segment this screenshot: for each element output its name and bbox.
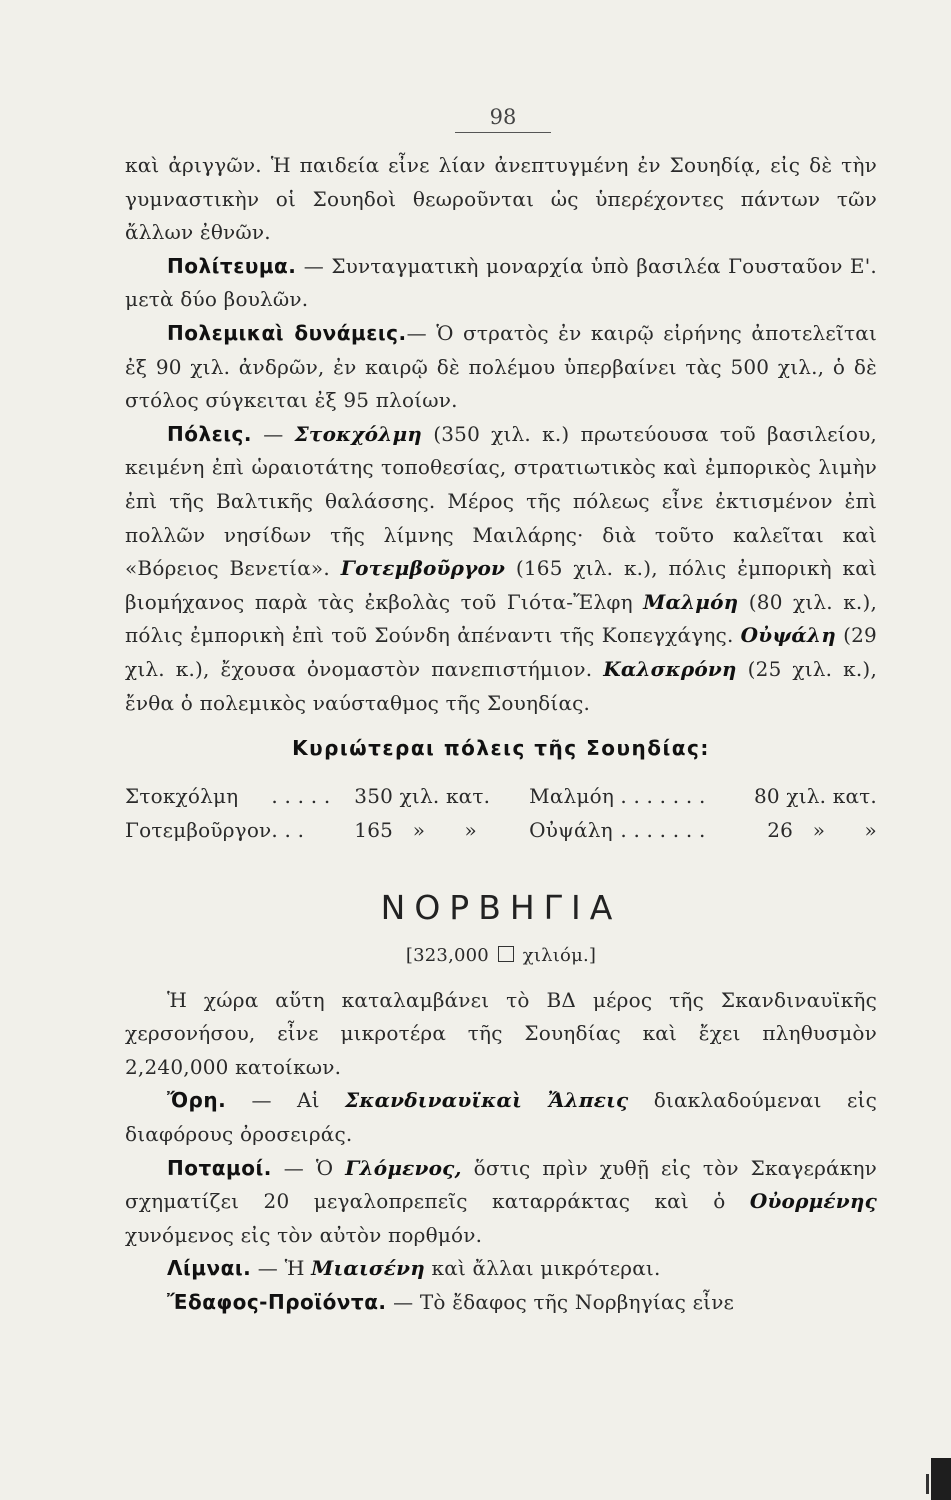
city-malmo: Μαλμόη	[643, 589, 739, 614]
intro-paragraph: καὶ ἀριγγῶν. Ἡ παιδεία εἶνε λίαν ἀνεπτυγμένη ἐν Σουηδίᾳ, εἰς δὲ τὴν γυμναστικὴν οἱ Σουηδοὶ θεωροῦνται ὡς ὑπερέχοντες πάντων τῶν ἄλλων ἐθνῶν.	[125, 153, 877, 245]
soil-text: — Τὸ ἔδαφος τῆς Νορβηγίας εἶνε	[386, 1290, 735, 1315]
city-karlskrona: Καλσκρόνη	[603, 656, 737, 681]
cell-name: Οὐψάλη	[529, 817, 613, 842]
cities-paragraph	[125, 418, 877, 720]
area-unit: χιλιόμ.]	[522, 944, 597, 966]
cell-name: Μαλμόη	[529, 783, 615, 808]
mountains-name: Σκανδιναυϊκαὶ Ἄλπεις	[345, 1088, 629, 1113]
cities-text-6: (25 χιλ. κ.), ἔνθα ὁ πολεμικὸς ναύσταθμος τῆς Σουηδίας.	[125, 656, 877, 715]
military-paragraph	[125, 317, 877, 418]
cities-text-3: (165 χιλ. κ.), πόλις ἐμπορικὴ καὶ βιομήχανος παρὰ τὰς ἐκβολὰς τοῦ Γιότα-Ἔλφη	[125, 556, 877, 614]
square-unit-icon	[498, 946, 514, 962]
cities-text-1: —	[252, 421, 295, 446]
norway-intro-paragraph: Ἡ χώρα αὕτη καταλαμβάνει τὸ ΒΔ μέρος τῆς Σκανδιναυϊκῆς χερσονήσου, εἶνε μικροτέρα τῆς Σουηδίας καὶ ἔχει πληθυσμὸν 2,240,000 κατοίκων.	[125, 987, 877, 1079]
river-vorma: Οὐορμένης	[749, 1189, 877, 1214]
rivers-text-3: χυνόμενος εἰς τὸν αὐτὸν πορθμόν.	[125, 1222, 483, 1247]
table-row	[125, 780, 877, 814]
main-cities-heading: Κυριώτεραι πόλεις τῆς Σουηδίας:	[292, 736, 710, 761]
cell-dots: . . .	[271, 817, 305, 842]
cell-dots: . . . . .	[271, 783, 331, 808]
norway-title: ΝΟΡΒΗΓΙΑ	[380, 887, 622, 927]
river-glomma: Γλόμενος,	[345, 1155, 462, 1180]
military-text: — Ὁ στρατὸς ἐν καιρῷ εἰρήνης ἀποτελεῖται ἐξ 90 χιλ. ἀνδρῶν, ἐν καιρῷ δὲ πολέμου ὑπερβαίνει τὰς 500 χιλ., ὁ δὲ στόλος σύγκειται ἐξ 95 πλοίων.	[125, 320, 877, 413]
cell-dots: . . . . . . .	[620, 783, 706, 808]
city-uppsala: Οὐψάλη	[740, 623, 836, 648]
norway-area	[125, 942, 877, 970]
lake-mjosa: Μιαισένη	[311, 1256, 425, 1281]
lakes-heading: Λίμναι.	[167, 1256, 252, 1281]
cell-value: 350 χιλ. κατ.	[354, 783, 491, 808]
rivers-heading: Ποταμοί.	[167, 1155, 272, 1180]
page-number: 98	[455, 104, 551, 133]
politeuma-paragraph	[125, 250, 877, 317]
page-edge-mark	[931, 1458, 951, 1500]
mountains-text-2: διακλαδούμεναι εἰς διαφόρους ὀροσειράς.	[125, 1088, 877, 1147]
cell-value: 26 » »	[767, 817, 877, 842]
cell-name: Στοκχόλμη	[125, 783, 239, 808]
cell-name: Γοτεμβοῦργον	[125, 817, 272, 842]
rivers-text-2: ὅστις πρὶν χυθῇ εἰς τὸν Σκαγεράκην σχηματίζει 20 μεγαλοπρεπεῖς καταρράκτας καὶ ὁ	[125, 1155, 877, 1214]
main-cities-table	[125, 780, 877, 848]
cities-heading: Πόλεις.	[167, 421, 253, 446]
politeuma-text: — Συνταγματικὴ μοναρχία ὑπὸ βασιλέα Γουσταῦον Ε'. μετὰ δύο βουλῶν.	[125, 253, 877, 312]
military-heading: Πολεμικαὶ δυνάμεις.	[167, 320, 407, 345]
lakes-text-2: καὶ ἄλλαι μικρότεραι.	[424, 1256, 661, 1281]
cities-text-4: (80 χιλ. κ.), πόλις ἐμπορικὴ ἐπὶ τοῦ Σούνδη ἀπέναντι τῆς Κοπεγχάγης.	[125, 589, 878, 648]
cities-text-5: (29 χιλ. κ.), ἔχουσα ὀνομαστὸν πανεπιστήμιον.	[125, 623, 877, 681]
politeuma-heading: Πολίτευμα.	[167, 253, 297, 278]
cell-value: 80 χιλ. κατ.	[754, 783, 877, 808]
text-block	[125, 149, 877, 1320]
table-row	[125, 814, 877, 848]
mountains-text-1: — Αἱ	[226, 1088, 346, 1113]
page-edge-mark-small	[926, 1474, 929, 1494]
soil-paragraph	[125, 1286, 877, 1320]
lakes-paragraph	[125, 1252, 877, 1286]
mountains-heading: Ὄρη.	[167, 1088, 227, 1113]
rivers-paragraph	[125, 1152, 877, 1253]
area-value: [323,000	[405, 944, 489, 966]
city-stockholm: Στοκχόλμη	[294, 421, 423, 446]
cell-value: 165 » »	[354, 817, 477, 842]
cities-text-2: (350 χιλ. κ.) πρωτεύουσα τοῦ βασιλείου, κειμένη ἐπὶ ὡραιοτάτης τοποθεσίας, στρατιωτικὸς καὶ ἐμπορικὸς λιμὴν ἐπὶ τῆς Βαλτικῆς θαλάσσης. Μέρος τῆς πόλεως εἶνε ἐκτισμένον ἐπὶ πολλῶν νησίδων τῆς λίμνης Μαιλάρης· διὰ τοῦτο καλεῖται καὶ «Βόρειος Βενετία».	[125, 421, 877, 581]
cell-dots: . . . . . . .	[620, 817, 706, 842]
soil-heading: Ἔδαφος-Προϊόντα.	[167, 1290, 387, 1315]
lakes-text-1: — Ἡ	[251, 1256, 312, 1281]
mountains-paragraph	[125, 1084, 877, 1151]
rivers-text-1: — Ὁ	[271, 1155, 346, 1180]
city-gothenburg: Γοτεμβοῦργον	[340, 556, 506, 581]
